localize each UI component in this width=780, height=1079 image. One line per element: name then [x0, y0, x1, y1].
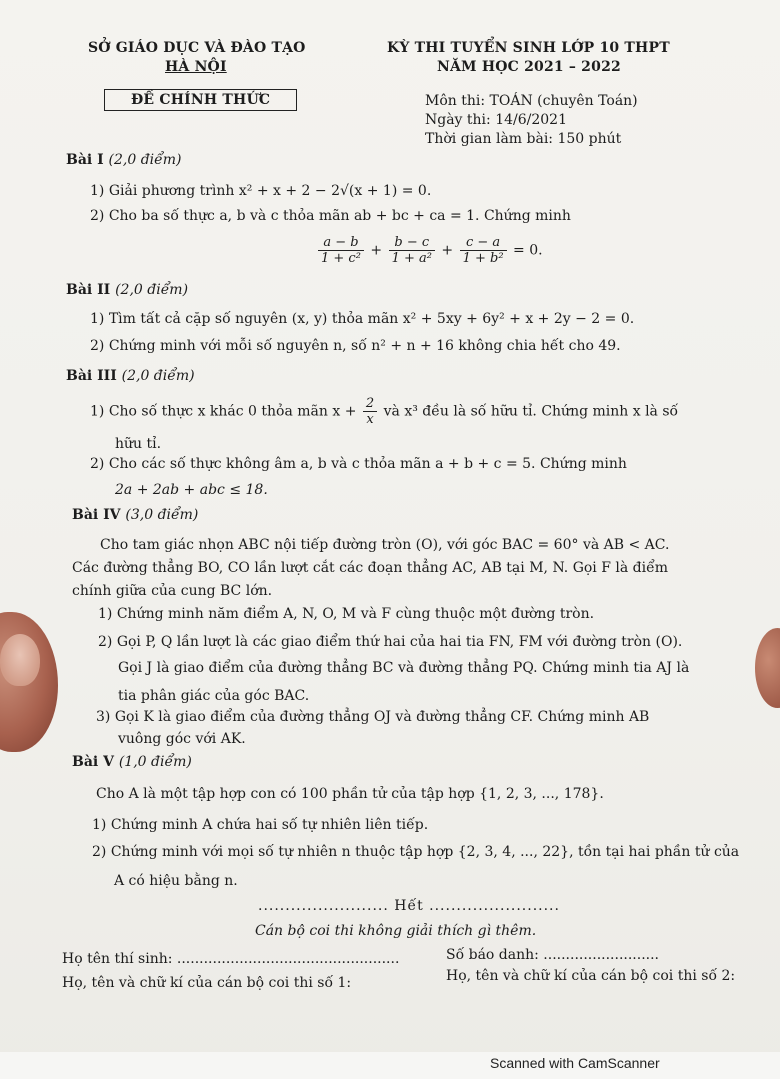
question-text: 1) Chứng minh năm điểm A, N, O, M và F cùng thuộc một đường tròn.: [98, 606, 595, 622]
fraction: [460, 235, 507, 266]
fraction: [318, 235, 364, 266]
candidate-name-field: Họ tên thí sinh: ..................................................: [62, 951, 400, 967]
question-text: hữu tỉ.: [115, 436, 162, 452]
question-text: vuông góc với AK.: [118, 731, 246, 747]
problem-text: Các đường thẳng BO, CO lần lượt cắt các đoạn thẳng AC, AB tại M, N. Gọi F là điểm: [72, 560, 669, 576]
denominator: 1 + c²: [321, 251, 361, 266]
numerator: b − c: [389, 235, 435, 251]
question-text: 1) Tìm tất cả cặp số nguyên (x, y) thỏa mãn x² + 5xy + 6y² + x + 2y − 2 = 0.: [90, 311, 635, 327]
question-part: 1) Cho số thực x khác 0 thỏa mãn x +: [90, 403, 357, 420]
end-marker: ........................ Hết ........................: [258, 898, 560, 914]
section-title: [66, 368, 195, 384]
candidate-number-field: Số báo danh: ..........................: [446, 947, 660, 963]
question-text: 2a + 2ab + abc ≤ 18.: [115, 482, 268, 498]
official-label: ĐỀ CHÍNH THỨC: [104, 89, 297, 111]
school-year: NĂM HỌC 2021 – 2022: [437, 59, 621, 75]
dept-name: SỞ GIÁO DỤC VÀ ĐÀO TẠO: [88, 40, 306, 56]
question-text: 2) Gọi P, Q lần lượt là các giao điểm thứ hai của hai tia FN, FM với đường tròn (O).: [98, 634, 683, 650]
section-points: (2,0 điểm): [115, 282, 189, 298]
problem-text: chính giữa của cung BC lớn.: [72, 583, 273, 599]
problem-text: Cho A là một tập hợp con có 100 phần tử của tập hợp {1, 2, 3, ..., 178}.: [96, 786, 604, 802]
section-number: Bài V: [72, 754, 114, 770]
exam-subject: Môn thi: TOÁN (chuyên Toán): [425, 93, 638, 109]
question-part: và x³ đều là số hữu tỉ. Chứng minh x là số: [383, 403, 679, 420]
fraction: [389, 235, 435, 266]
numerator: c − a: [460, 235, 507, 251]
denominator: 1 + a²: [391, 251, 432, 266]
section-points: (3,0 điểm): [125, 507, 199, 523]
proctor-note: Cán bộ coi thi không giải thích gì thêm.: [255, 923, 537, 939]
equation: $\frac{a - b}{\text{1 + c²}}$ + $\frac{b - c}{\text{1 + a²}}$ + $\frac{c - a}{\text{1 + b²}}$ = 0.: [316, 235, 543, 266]
fraction: [363, 396, 377, 427]
section-title: [66, 282, 188, 298]
section-number: Bài III: [66, 368, 117, 384]
numerator: 2: [363, 396, 377, 412]
section-number: Bài II: [66, 282, 111, 298]
question-text: 1) Chứng minh A chứa hai số tự nhiên liên tiếp.: [92, 817, 429, 833]
question-text: tia phân giác của góc BAC.: [118, 688, 310, 704]
dept-city: HÀ NỘI: [165, 59, 227, 75]
question-text: 3) Gọi K là giao điểm của đường thẳng OJ và đường thẳng CF. Chứng minh AB: [96, 709, 650, 725]
question-text: 2) Cho các số thực không âm a, b và c thỏa mãn a + b + c = 5. Chứng minh: [90, 456, 627, 472]
question-text: 2) Chứng minh với mỗi số nguyên n, số n² + n + 16 không chia hết cho 49.: [90, 338, 621, 354]
question-text: 1) Giải phương trình x² + x + 2 − 2√(x + 1) = 0.: [90, 183, 432, 199]
question-text: 2) Cho ba số thực a, b và c thỏa mãn ab + bc + ca = 1. Chứng minh: [90, 208, 571, 224]
problem-text: Cho tam giác nhọn ABC nội tiếp đường tròn (O), với góc BAC = 60° và AB < AC.: [100, 537, 670, 553]
proctor1-signature: Họ, tên và chữ kí của cán bộ coi thi số 1:: [62, 975, 352, 991]
question-text: A có hiệu bằng n.: [114, 873, 238, 889]
thumb-photo: [0, 612, 58, 752]
question-text: Gọi J là giao điểm của đường thẳng BC và đường thẳng PQ. Chứng minh tia AJ là: [118, 660, 690, 676]
section-number: Bài IV: [72, 507, 121, 523]
section-points: (2,0 điểm): [121, 368, 195, 384]
numerator: a − b: [318, 235, 364, 251]
section-title: [72, 754, 192, 770]
finger-photo: [755, 628, 780, 708]
section-title: [72, 507, 198, 523]
denominator: 1 + b²: [462, 251, 504, 266]
section-number: Bài I: [66, 152, 104, 168]
question-text: 2) Chứng minh với mọi số tự nhiên n thuộc tập hợp {2, 3, 4, ..., 22}, tồn tại hai phần tử của: [92, 844, 740, 860]
exam-date: Ngày thi: 14/6/2021: [425, 112, 567, 128]
question-text: [90, 396, 678, 427]
denominator: x: [366, 412, 374, 427]
exam-title: KỲ THI TUYỂN SINH LỚP 10 THPT: [387, 40, 670, 56]
exam-duration: Thời gian làm bài: 150 phút: [425, 131, 622, 147]
proctor2-signature: Họ, tên và chữ kí của cán bộ coi thi số 2:: [446, 968, 736, 984]
section-title: [66, 152, 182, 168]
equation-end: = 0.: [513, 242, 543, 259]
scanner-bar: [0, 1052, 780, 1079]
section-points: (2,0 điểm): [108, 152, 182, 168]
thumbnail-nail: [0, 634, 40, 686]
section-points: (1,0 điểm): [118, 754, 192, 770]
scanner-watermark: Scanned with CamScanner: [490, 1055, 660, 1071]
